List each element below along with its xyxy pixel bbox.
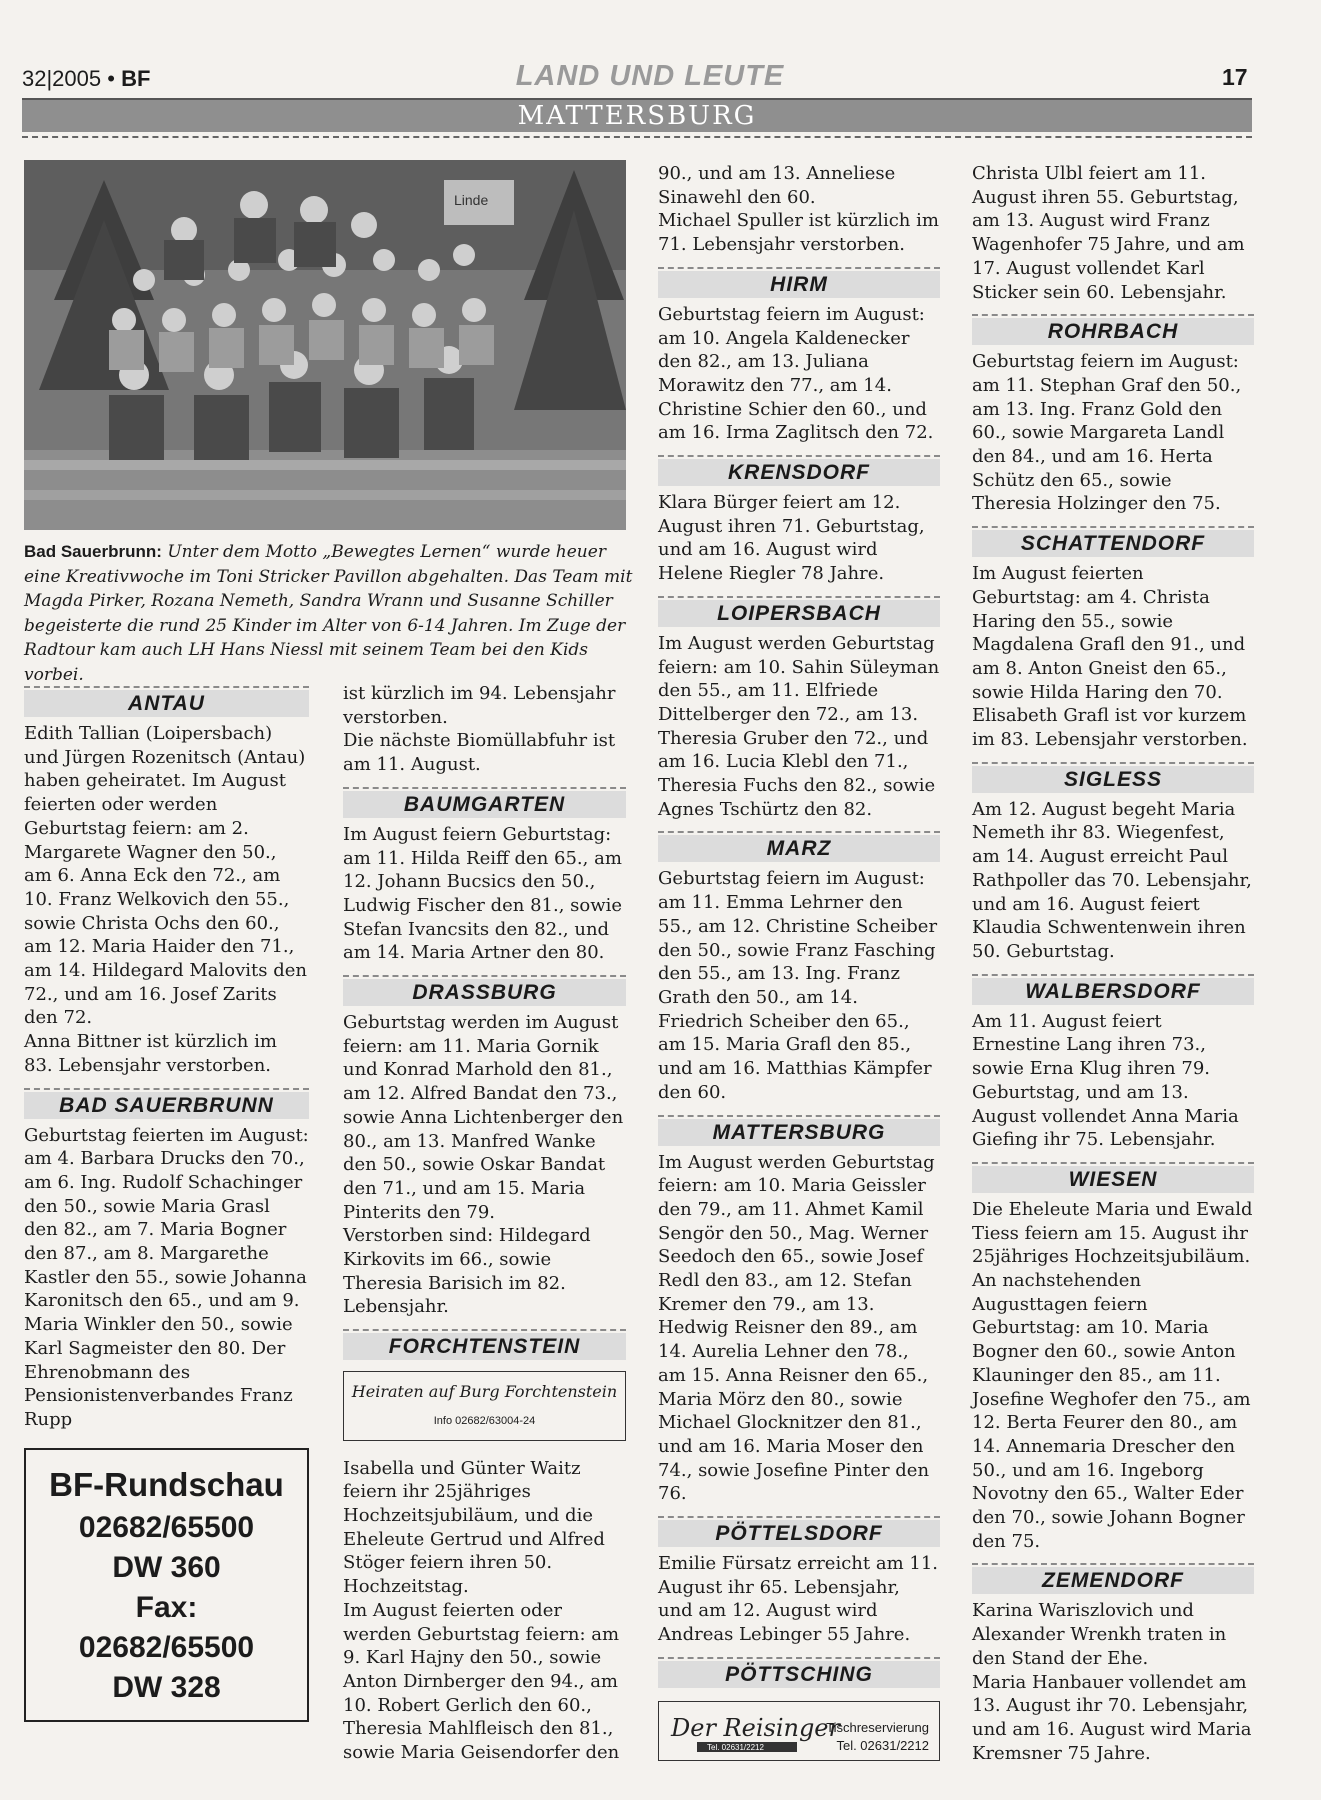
text-zemendorf-2: Maria Hanbauer vollendet am 13. August ihr 70. Lebensjahr, und am 16. August wird Maria Kremsner 75 Jahre. (972, 1671, 1252, 1764)
text-zemendorf: Karina Wariszlovich und Alexander Wrenkh traten in den Stand der Ehe. (972, 1600, 1227, 1669)
text-poettelsdorf: Emilie Fürsatz erreicht am 11. August ihr 65. Lebensjahr, und am 12. August wird Andreas Lebinger 55 Jahre. (658, 1553, 938, 1646)
heading-walbersdorf: WALBERSDORF (972, 970, 1254, 1006)
contact-box-title: BF-Rundschau (49, 1465, 284, 1503)
contact-phone: 02682/65500 (78, 1510, 255, 1544)
text-bad-sauerbrunn: Geburtstag feierten im August: am 4. Barbara Drucks den 70., am 6. Ing. Rudolf Schachinger den 50., sowie Maria Grasl den 82., am 7. Maria Bogner den 87., am 8. Margarethe Kastler den 55., sowie Johanna Karonitsch den 65., und am 9. Maria Winkler den 50., sowie Karl Sagmeister den 80. Der Ehrenobmann des Pensionistenverbandes Franz Rupp (24, 1124, 309, 1430)
text-antau: Edith Tallian (Loipersbach) und Jürgen Rozenitsch (Antau) haben geheiratet. Im August feierten oder werden Geburtstag feiern: am 2. Margarete Wagner den 50., am 6. Anna Eck den 72., am 10. Franz Welkovich den 55., sowie Christa Ochs den 60., am 12. Maria Haider den 71., am 14. Hildegard Malovits den 72., und am 16. Josef Zarits den 72. (24, 723, 307, 1029)
ad-reservation-label: Tischreservierung (826, 1719, 929, 1735)
svg-text:Tel. 02631/2212: Tel. 02631/2212 (707, 1742, 764, 1752)
text-continued-2: ist kürzlich im 94. Lebensjahr verstorben. (343, 683, 616, 728)
text-rohrbach: Geburtstag feiern im August: am 11. Stephan Graf den 50., am 13. Ing. Franz Gold den 60., sowie Margareta Landl den 84., und am 16. Herta Schütz den 65., sowie Theresia Holzinger den 75. (972, 351, 1242, 515)
text-drassburg: Geburtstag werden im August feiern: am 11. Maria Gornik und Konrad Marhold den 81., am 12. Alfred Bandat den 73., sowie Anna Lichtenberger den 80., am 13. Manfred Wanke den 50., sowie Oskar Bandat den 71., und am 15. Maria Pinterits den 79. (343, 1012, 624, 1223)
contact-fax-extension: DW 328 (112, 1670, 221, 1704)
contact-extension: DW 360 (112, 1550, 221, 1584)
heading-drassburg: DRASSBURG (343, 971, 626, 1007)
heading-wiesen: WIESEN (972, 1158, 1254, 1194)
text-biomuell: Die nächste Biomüllabfuhr ist am 11. August. (343, 730, 616, 776)
heading-antau: ANTAU (24, 682, 309, 718)
heading-zemendorf: ZEMENDORF (972, 1559, 1254, 1595)
heading-marz: MARZ (658, 827, 940, 863)
text-sigless: Am 12. August begeht Maria Nemeth ihr 83. Wiegenfest, am 14. August erreicht Paul Rathpoller das 70. Lebensjahr, und am 16. August feiert Klaudia Schwentenwein ihren 50. Geburtstag. (972, 798, 1252, 962)
ad-forchtenstein (343, 1371, 626, 1440)
text-marz: Geburtstag feiern im August: am 11. Emma Lehrner den 55., am 12. Christine Scheiber den 50., sowie Franz Fasching den 55., am 13. Ing. Franz Grath den 50., am 14. Friedrich Scheiber den 65., am 15. Maria Grafl den 85., und am 16. Matthias Kämpfer den 60. (658, 868, 938, 1103)
text-walbersdorf: Am 11. August feiert Ernestine Lang ihren 73., sowie Erna Klug ihren 79. Geburtstag, und am 13. August vollendet Anna Maria Giefing ihr 75. Lebensjahr. (972, 1010, 1239, 1151)
heading-krensdorf: KRENSDORF (658, 451, 940, 487)
reisinger-logo (667, 1708, 840, 1754)
column-2 (343, 682, 626, 1765)
text-baumgarten: Im August feiern Geburtstag: am 11. Hilda Reiff den 65., am 12. Johann Bucsics den 50., Ludwig Fischer den 81., sowie Stefan Ivancsits den 82., und am 14. Maria Artner den 80. (343, 823, 623, 964)
text-schattendorf: Im August feierten Geburtstag: am 4. Christa Haring den 55., sowie Magdalena Grafl den 91., und am 8. Anton Gneist den 65., sowie Hilda Haring den 70. (972, 563, 1246, 703)
heading-schattendorf: SCHATTENDORF (972, 522, 1254, 558)
heading-bad-sauerbrunn: BAD SAUERBRUNN (24, 1084, 309, 1120)
text-forchtenstein: Isabella und Günter Waitz feiern ihr 25jähriges Hochzeitsjubiläum, und die Eheleute Gertrud und Alfred Stöger feiern ihren 50. Hochzeitstag. (343, 1457, 605, 1598)
text-mattersburg: Im August werden Geburtstag feiern: am 10. Maria Geissler den 79., am 11. Ahmet Kamil Sengör den 50., Mag. Werner Seedoch den 65., sowie Josef Redl den 83., am 12. Stefan Kremer den 79., am 13. Hedwig Reisner den 89., am 14. Aurelia Lehner den 78., am 15. Anna Reisner den 65., Maria Mörz den 80., sowie Michael Glocknitzer den 81., und am 16. Maria Moser den 74., sowie Josefine Pinter den 76. (658, 1151, 935, 1505)
heading-sigless: SIGLESS (972, 758, 1254, 794)
text-spuller: Michael Spuller ist kürzlich im 71. Lebensjahr verstorben. (658, 210, 939, 256)
region-title: MATTERSBURG (517, 101, 757, 131)
caption-place: Bad Sauerbrunn: (24, 542, 162, 561)
caption-text: Unter dem Motto „Bewegtes Lernen“ wurde heuer eine Kreativwoche im Toni Stricker Pavillon abgehalten. Das Team mit Magda Pirker, Rozana Nemeth, Sandra Wrann und Susanne Schiller begeisterte die rund 25 Kinder im Alter von 6-14 Jahren. Im Zuge der Radtour kam auch LH Hans Niessl mit seinem Team bei den Kids vorbei. (24, 542, 633, 685)
photo-caption (24, 540, 634, 687)
contact-box (24, 1448, 309, 1722)
heading-rohrbach: ROHRBACH (972, 310, 1254, 346)
text-continued-3: 90., und am 13. Anneliese Sinawehl den 60. (658, 163, 896, 208)
section-title: LAND UND LEUTE (515, 60, 785, 92)
header-divider (22, 136, 1252, 138)
contact-fax-label: Fax: (135, 1590, 198, 1624)
text-drassburg-2: Verstorben sind: Hildegard Kirkovits im 66., sowie Theresia Barisich im 82. Lebensjahr. (343, 1225, 591, 1318)
ad-reservation-phone: Tel. 02631/2212 (836, 1737, 929, 1753)
heading-hirm: HIRM (658, 263, 940, 299)
issue-number: 32|2005 • BF (22, 66, 151, 91)
column-3 (658, 162, 940, 1761)
text-continued-4: Christa Ulbl feiert am 11. August ihren 55. Geburtstag, am 13. August wird Franz Wagenhofer 75 Jahre, und am 17. August vollendet Karl Sticker sein 60. Lebensjahr. (972, 163, 1245, 303)
heading-forchtenstein: FORCHTENSTEIN (343, 1325, 626, 1361)
svg-text:Der Reisinger: Der Reisinger (671, 1713, 840, 1742)
text-schattendorf-2: Elisabeth Grafl ist vor kurzem im 83. Lebensjahr verstorben. (972, 705, 1248, 751)
text-wiesen: Die Eheleute Maria und Ewald Tiess feiern am 15. August ihr 25jähriges Hochzeitsjubiläum. An nachstehenden Augusttagen feiern Geburtstag: am 10. Maria Bogner den 60., sowie Anton Klauninger den 85., am 11. Josefine Weghofer den 75., am 12. Berta Feurer den 80., am 14. Annemaria Drescher den 50., und am 16. Ingeborg Novotny den 65., Walter Eder den 70., sowie Johann Bogner den 75. (972, 1198, 1253, 1552)
ad-reisinger (658, 1701, 940, 1761)
ad-forchtenstein-title: Heiraten auf Burg Forchtenstein (351, 1382, 618, 1402)
text-forchtenstein-2: Im August feierten oder werden Geburtstag feiern: am 9. Karl Hajny den 50., sowie Anton Dirnberger den 94., am 10. Robert Gerlich den 60., Theresia Mahlfleisch den 81., sowie Maria Geisendorfer den (343, 1599, 620, 1764)
text-antau-2: Anna Bittner ist kürzlich im 83. Lebensjahr verstorben. (24, 1031, 277, 1076)
text-hirm: Geburtstag feiern im August: am 10. Angela Kaldenecker den 82., am 13. Juliana Morawitz den 77., am 14. Christine Schier den 60., und am 16. Irma Zaglitsch den 72. (658, 303, 934, 444)
heading-mattersburg: MATTERSBURG (658, 1111, 940, 1147)
page-number: 17 (1222, 64, 1248, 90)
heading-poettelsdorf: PÖTTELSDORF (658, 1512, 940, 1548)
heading-baumgarten: BAUMGARTEN (343, 783, 626, 819)
ad-forchtenstein-info: Info 02682/63004-24 (433, 1414, 536, 1427)
photo-illustration (24, 160, 626, 530)
column-4 (972, 162, 1254, 1765)
heading-loipersbach: LOIPERSBACH (658, 592, 940, 628)
paper-name: BF (121, 66, 151, 91)
text-krensdorf: Klara Bürger feiert am 12. August ihren 71. Geburtstag, und am 16. August wird Helene Riegler 78 Jahre. (658, 492, 925, 585)
text-loipersbach: Im August werden Geburtstag feiern: am 10. Sahin Süleyman den 55., am 11. Elfriede Dittelberger den 72., am 13. Theresia Gruber den 72., und am 16. Lucia Klebl den 71., Theresia Fuchs den 82., sowie Agnes Tschürtz den 82. (658, 632, 940, 820)
column-1 (24, 676, 309, 1722)
svg-text:Linde: Linde (454, 192, 489, 208)
region-banner (22, 98, 1252, 132)
heading-poettsching: PÖTTSCHING (658, 1653, 940, 1689)
contact-fax: 02682/65500 (78, 1630, 255, 1664)
group-photo (24, 160, 626, 530)
